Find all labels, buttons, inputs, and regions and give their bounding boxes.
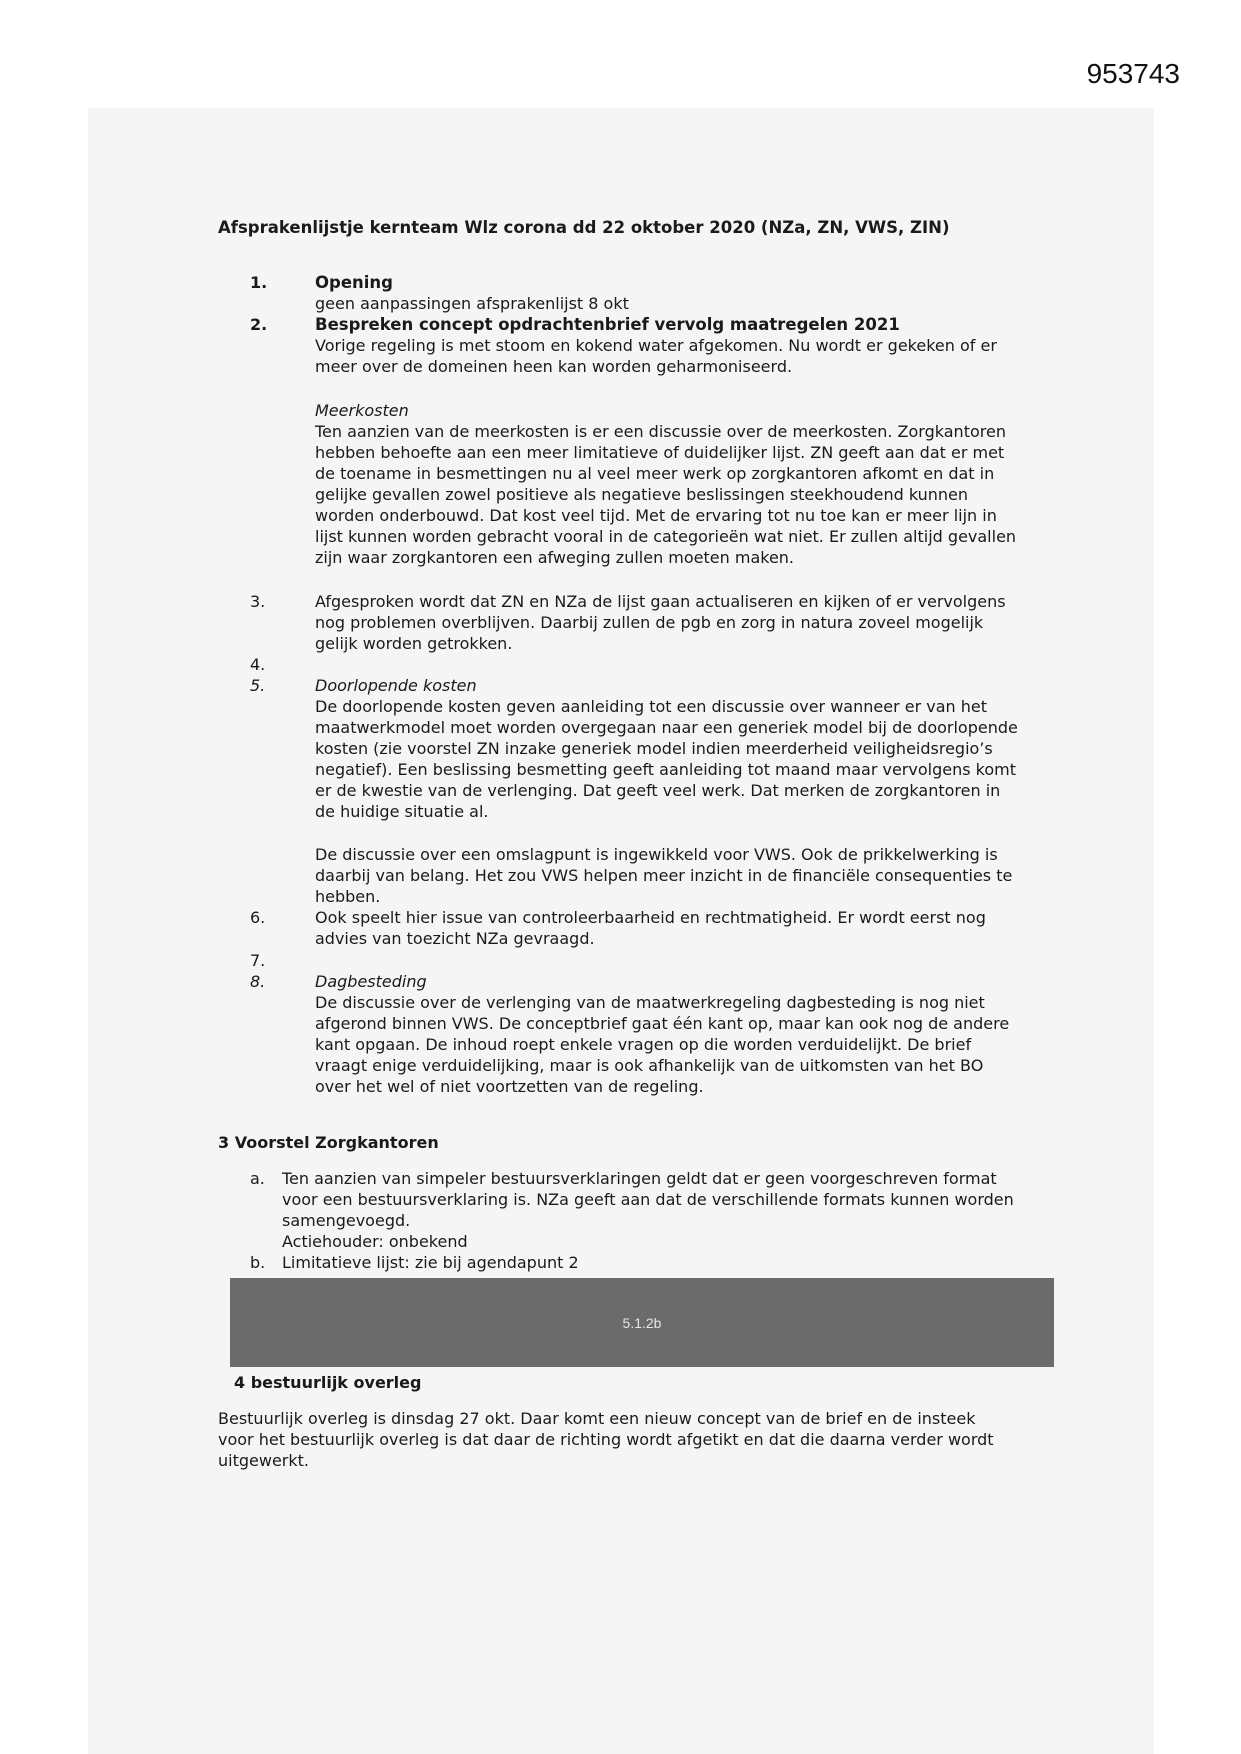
item-heading-concept: Bespreken concept opdrachtenbrief vervolg maatregelen 2021 (315, 315, 900, 334)
list-label: a. (250, 1169, 265, 1188)
section-heading-bestuurlijk-overleg: 4 bestuurlijk overleg (234, 1373, 422, 1392)
paragraph-meerkosten: Ten aanzien van de meerkosten is er een discussie over de meerkosten. Zorgkantoren hebben behoefte aan een meer limitatieve of duidelijker lijst. ZN geeft aan dat er met de toename in besmettingen nu al veel meer werk op zorgkantoren afkomt en dat in gelijke gevallen zowel positieve als negatieve beslissingen steekhoudend kunnen worden onderbouwd. Dat kost veel tijd. Met de ervaring tot nu toe kan er meer lijn in lijst kunnen worden gebracht vooral in de categorieën wat niet. Er zullen altijd gevallen zijn waar zorgkantoren een afweging zullen moeten maken. (315, 422, 1017, 567)
document-title: Afsprakenlijstje kernteam Wlz corona dd 22 oktober 2020 (NZa, ZN, VWS, ZIN) (218, 218, 950, 237)
item-text: Vorige regeling is met stoom en kokend water afgekomen. Nu wordt er gekeken of er meer over de domeinen heen kan worden geharmoniseerd. (315, 336, 997, 376)
list-label: b. (250, 1253, 266, 1272)
item-heading-opening: Opening (315, 273, 393, 292)
subheading-doorlopende-kosten: Doorlopende kosten (315, 676, 477, 695)
item-number: 7. (250, 951, 266, 970)
item-number: 3. (250, 592, 266, 611)
item-text: Afgesproken wordt dat ZN en NZa de lijst gaan actualiseren en kijken of er vervolgens nog problemen overblijven. Daarbij zullen de pgb en zorg in natura zoveel mogelijk gelijk worden getrokken. (315, 592, 1006, 653)
item-number: 5. (250, 676, 266, 695)
redaction-label: 5.1.2b (622, 1314, 662, 1331)
list-item-text: Limitatieve lijst: zie bij agendapunt 2 (282, 1253, 579, 1272)
subheading-dagbesteding: Dagbesteding (315, 972, 427, 991)
subheading-meerkosten: Meerkosten (315, 401, 409, 420)
paragraph-dagbesteding: De discussie over de verlenging van de maatwerkregeling dagbesteding is nog niet afgerond binnen VWS. De conceptbrief gaat één kant op, maar kan ook nog de andere kant opgaan. De inhoud roept enkele vragen op die worden verduidelijkt. De brief vraagt enige verduidelijking, maar is ook afhankelijk van de uitkomsten van het BO over het wel of niet voortzetten van de regeling. (315, 993, 1010, 1096)
redaction-box (230, 1278, 1054, 1367)
item-number: 2. (250, 315, 268, 334)
section-heading-voorstel-zorgkantoren: 3 Voorstel Zorgkantoren (218, 1133, 439, 1152)
paragraph-omslagpunt: De discussie over een omslagpunt is ingewikkeld voor VWS. Ook de prikkelwerking is daarbij van belang. Het zou VWS helpen meer inzicht in de financiële consequenties te hebben. (315, 845, 1013, 906)
item-text: Ook speelt hier issue van controleerbaarheid en rechtmatigheid. Er wordt eerst nog advies van toezicht NZa gevraagd. (315, 908, 986, 948)
paragraph-doorlopende-kosten: De doorlopende kosten geven aanleiding tot een discussie over wanneer er van het maatwerkmodel moet worden overgegaan naar een generiek model bij de doorlopende kosten (zie voorstel ZN inzake generiek model indien meerderheid veiligheidsregio’s negatief). Een beslissing besmetting geeft aanleiding tot maand maar vervolgens komt er de kwestie van de verlenging. Dat geeft veel werk. Dat merken de zorgkantoren in de huidige situatie al. (315, 697, 1018, 821)
item-number: 6. (250, 908, 266, 927)
item-number: 1. (250, 273, 268, 292)
paragraph-bestuurlijk-overleg: Bestuurlijk overleg is dinsdag 27 okt. Daar komt een nieuw concept van de brief en de insteek voor het bestuurlijk overleg is dat daar de richting wordt afgetikt en dat die daarna verder wordt uitgewerkt. (218, 1409, 994, 1470)
item-text: geen aanpassingen afsprakenlijst 8 okt (315, 294, 629, 313)
list-item-text: Ten aanzien van simpeler bestuursverklaringen geldt dat er geen voorgeschreven format voor een bestuursverklaring is. NZa geeft aan dat de verschillende formats kunnen worden samengevoegd. Actiehouder: onbekend (282, 1169, 1014, 1251)
document-id: 953743 (1086, 58, 1180, 89)
item-number: 8. (250, 972, 266, 991)
item-number: 4. (250, 655, 266, 674)
